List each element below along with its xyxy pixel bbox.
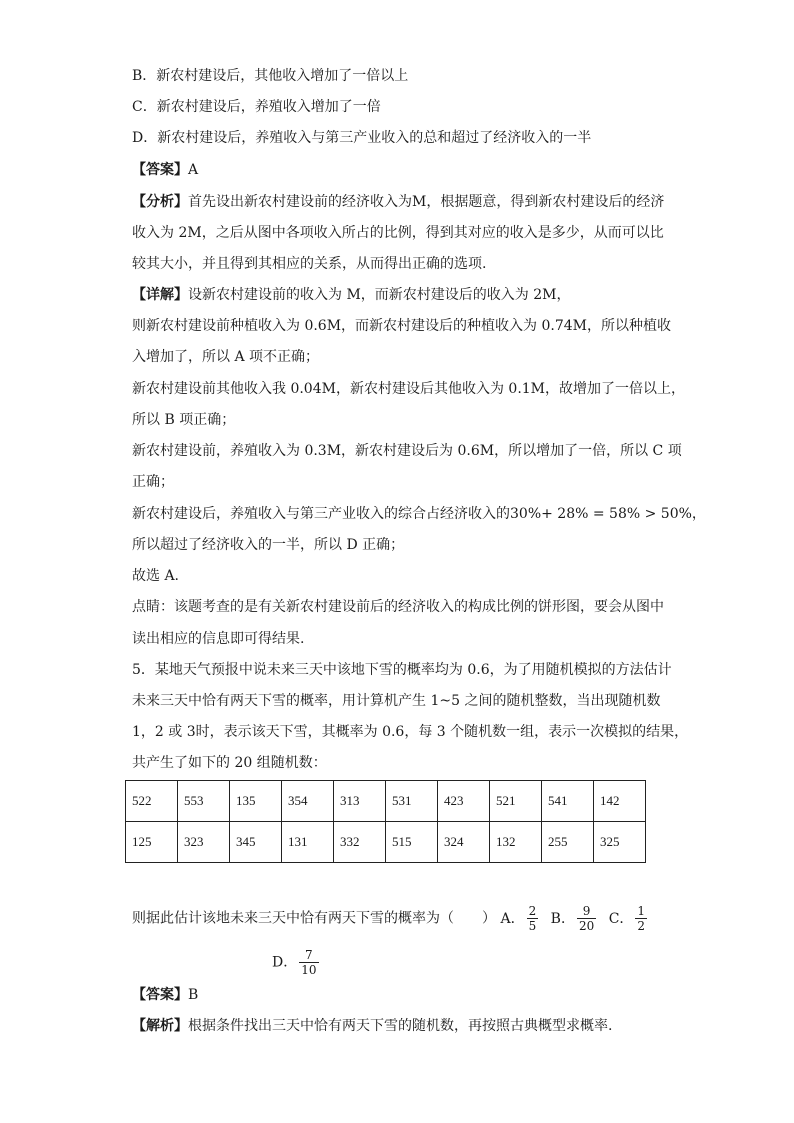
table-cell: 354 [282,781,334,822]
table-cell: 325 [594,822,646,863]
table-cell: 131 [282,822,334,863]
q4-detail-line-1 [132,285,570,305]
q4-analysis-line-2: 收入为 2M，之后从图中各项收入所占的比例，得到其对应的收入是多少，从而可以比 [132,225,664,241]
table-cell: 125 [126,822,178,863]
q4-detail-line-10: 故选 A. [132,568,180,584]
option-d: D． $\frac{7}{10}$ [272,948,317,977]
solution-text: 根据条件找出三天中恰有两天下雪的随机数，再按照古典概型求概率. [188,1018,613,1034]
table-cell: 515 [386,822,438,863]
q5-question: 则据此估计该地未来三天中恰有两天下雪的概率为（ ） [132,910,496,927]
q4-note-line-1: 点睛：该题考查的是有关新农村建设前后的经济收入的构成比例的饼形图，要会从图中 [132,599,664,615]
analysis-tag: 【分析】 [132,194,188,210]
table-cell: 323 [178,822,230,863]
q4-detail-line-3: 入增加了，所以 A 项不正确； [132,349,320,365]
answer-tag: 【答案】 [132,162,188,178]
q5-question-line [132,904,649,933]
answer-value: B [188,987,199,1003]
q5-stem-line-1: 5．某地天气预报中说未来三天中该地下雪的概率均为 0.6，为了用随机模拟的方法估计 [132,662,672,678]
table-cell: 541 [542,781,594,822]
option-d-text: D．新农村建设后，养殖收入与第三产业收入的总和超过了经济收入的一半 [132,130,592,146]
option-a: A． $\frac{2}{5}$ [500,904,537,933]
q4-analysis-line-1 [132,192,664,212]
table-cell: 313 [334,781,386,822]
table-cell: 522 [126,781,178,822]
table-cell: 324 [438,822,490,863]
q5-solution [132,1016,612,1036]
q4-detail-line-8: 新农村建设后，养殖收入与第三产业收入的综合占经济收入的30%+ 28% = 58% > 50%， [132,506,706,522]
solution-tag: 【解析】 [132,1018,188,1034]
q4-detail-line-9: 所以超过了经济收入的一半，所以 D 正确； [132,537,405,553]
table-row [126,822,646,863]
option-b: B． $\frac{9}{20}$ [550,904,595,933]
answer-tag: 【答案】 [132,987,188,1003]
table-row [126,781,646,822]
q5-stem-line-3: 1，2 或 3时，表示该天下雪，其概率为 0.6，每 3 个随机数一组，表示一次模拟的结果， [132,724,689,740]
option-b-text: B．新农村建设后，其他收入增加了一倍以上 [132,68,409,84]
q4-detail-line-7: 正确； [132,474,174,490]
answer-value: A [188,162,199,178]
table-cell: 423 [438,781,490,822]
table-cell: 345 [230,822,282,863]
option-c-text: C．新农村建设后，养殖收入增加了一倍 [132,99,381,115]
table-cell: 135 [230,781,282,822]
q4-analysis-line-3: 较其大小，并且得到其相应的关系，从而得出正确的选项. [132,256,487,272]
q4-detail-line-6: 新农村建设前，养殖收入为 0.3M，新农村建设后为 0.6M，所以增加了一倍，所以 C 项 [132,443,682,459]
random-number-table [125,780,646,863]
detail-tag: 【详解】 [132,287,188,303]
table-cell: 142 [594,781,646,822]
detail-text: 设新农村建设前的收入为 M，而新农村建设后的收入为 2M， [188,287,571,303]
q5-stem-line-2: 未来三天中恰有两天下雪的概率，用计算机产生 1~5 之间的随机整数，当出现随机数 [132,693,661,709]
q4-detail-line-4: 新农村建设前其他收入我 0.04M，新农村建设后其他收入为 0.1M，故增加了一倍以上， [132,381,686,397]
analysis-text: 首先设出新农村建设前的经济收入为M，根据题意，得到新农村建设后的经济 [188,194,665,210]
table-cell: 255 [542,822,594,863]
table-cell: 553 [178,781,230,822]
table-cell: 332 [334,822,386,863]
q4-note-line-2: 读出相应的信息即可得结果. [132,631,305,647]
table-cell: 132 [490,822,542,863]
q4-answer [132,160,198,180]
table-cell: 521 [490,781,542,822]
option-c: C． $\frac{1}{2}$ [608,904,646,933]
q4-detail-line-5: 所以 B 项正确； [132,412,236,428]
q5-answer [132,985,198,1005]
q4-detail-line-2: 则新农村建设前种植收入为 0.6M，而新农村建设后的种植收入为 0.74M，所以种植收 [132,318,672,334]
table-cell: 531 [386,781,438,822]
q5-stem-line-4: 共产生了如下的 20 组随机数： [132,755,327,771]
